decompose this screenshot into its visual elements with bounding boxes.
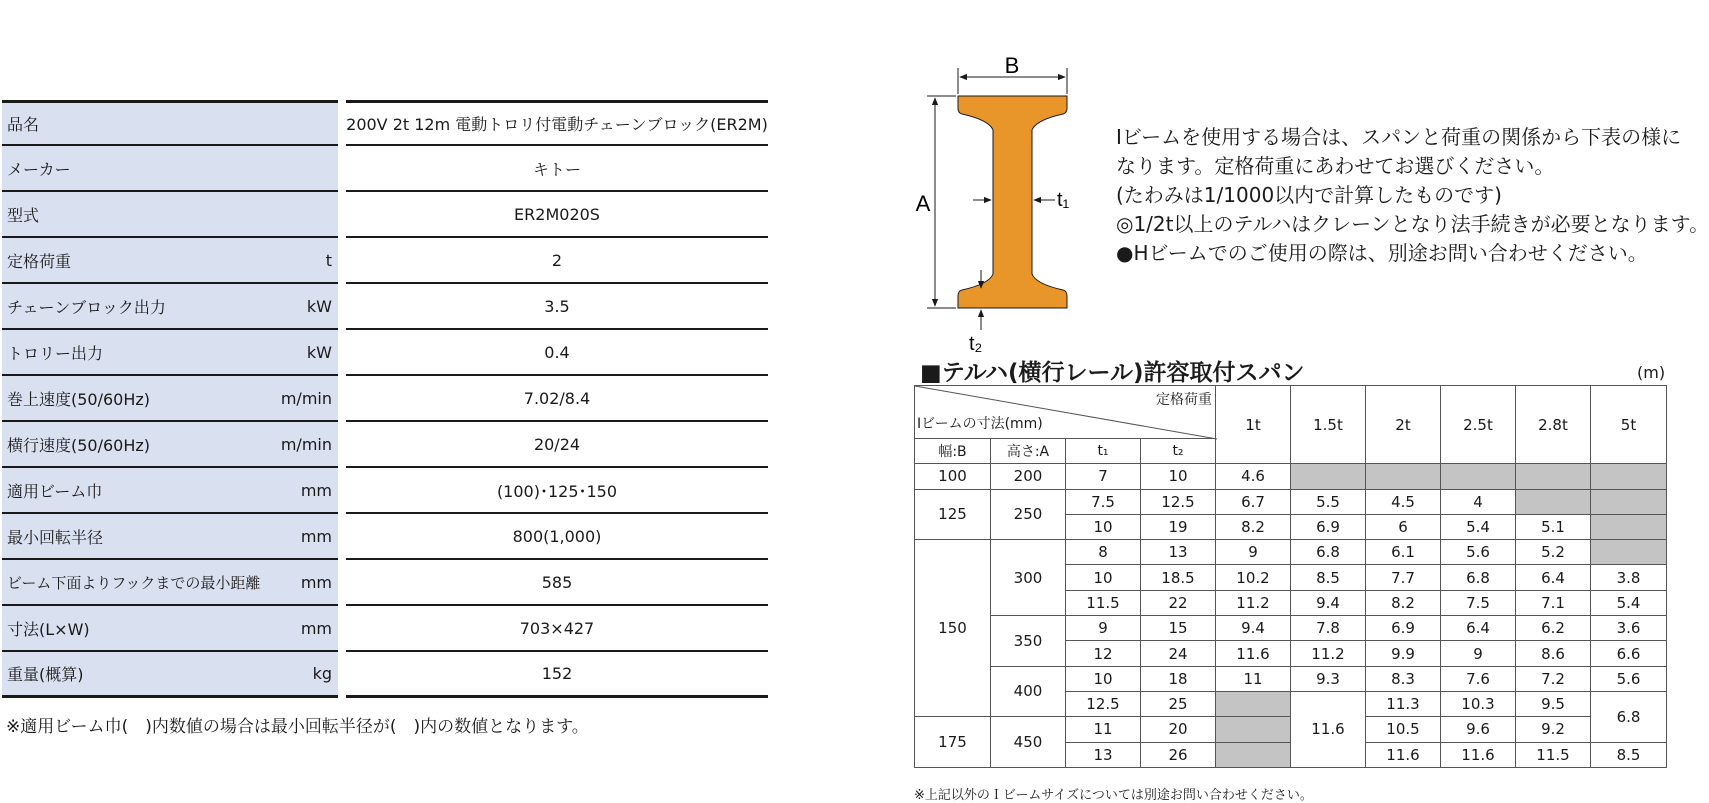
description-line: なります。定格荷重にあわせてお選びください。: [1116, 154, 1555, 178]
cell-height: 400: [991, 666, 1066, 717]
label-t1: t₁: [1057, 189, 1070, 211]
description-line: Iビームを使用する場合は、スパンと荷重の関係から下表の様に: [1116, 125, 1682, 149]
cell-t1: 12.5: [1066, 691, 1141, 716]
spec-value: 152: [346, 652, 768, 698]
cell-t2: 13: [1141, 540, 1216, 565]
spec-row: [2, 192, 768, 238]
table-row: [915, 540, 1667, 565]
spec-row: [2, 468, 768, 514]
spec-row: [2, 606, 768, 652]
spec-row: [2, 560, 768, 606]
spec-note: ※適用ビーム巾( )内数値の場合は最小回転半径が( )内の数値となります。: [6, 717, 589, 737]
spec-value: 7.02/8.4: [346, 376, 768, 422]
spec-value: 20/24: [346, 422, 768, 468]
spec-value: 0.4: [346, 330, 768, 376]
cell-span: 6.2: [1516, 616, 1591, 641]
spec-unit: kW: [306, 342, 332, 362]
span-table-title: ■テルハ(横行レール)許容取付スパン: [920, 360, 1305, 386]
header-rated-load: 定格荷重: [1156, 392, 1212, 408]
cell-span: 7.1: [1516, 590, 1591, 615]
spec-value: 3.5: [346, 284, 768, 330]
cell-na: [1216, 742, 1291, 767]
cell-t2: 10: [1141, 464, 1216, 489]
spec-row: [2, 100, 768, 146]
cell-width: 125: [915, 489, 991, 540]
cell-t1: 11.5: [1066, 590, 1141, 615]
cell-span: 6: [1366, 514, 1441, 539]
spec-label: 最小回転半径: [7, 527, 104, 547]
span-table-note: ※上記以外のＩビームサイズについては別途お問い合わせください。: [914, 788, 1313, 803]
cell-span: 7.6: [1441, 666, 1516, 691]
spec-table: [2, 100, 768, 698]
cell-span: 4: [1441, 489, 1516, 514]
cell-span: 6.8: [1441, 565, 1516, 590]
cell-span: 6.9: [1366, 616, 1441, 641]
cell-t2: 26: [1141, 742, 1216, 767]
cell-na: [1366, 464, 1441, 489]
spec-value: (100)･125･150: [346, 468, 768, 514]
spec-label-cell: [2, 330, 338, 376]
cell-na: [1291, 464, 1366, 489]
spec-value: 2: [346, 238, 768, 284]
cell-span: 8.2: [1216, 514, 1291, 539]
span-table-unit: (m): [1637, 363, 1666, 382]
cell-height: 300: [991, 540, 1066, 616]
cell-span: 7.2: [1516, 666, 1591, 691]
cell-height: 450: [991, 717, 1066, 768]
cell-span: 8.3: [1366, 666, 1441, 691]
cell-t2: 20: [1141, 717, 1216, 742]
spec-label: 適用ビーム巾: [7, 481, 103, 501]
spec-row: [2, 514, 768, 560]
header-beam-dims: Iビームの寸法(mm): [917, 416, 1043, 432]
cell-span: 9.9: [1366, 641, 1441, 666]
cell-span: 9.3: [1291, 666, 1366, 691]
cell-na: [1441, 464, 1516, 489]
cell-na: [1216, 717, 1291, 742]
cell-na: [1591, 540, 1667, 565]
cell-span: 8.2: [1366, 590, 1441, 615]
spec-label-cell: [2, 146, 338, 192]
cell-t2: 18.5: [1141, 565, 1216, 590]
cell-height: 250: [991, 489, 1066, 540]
label-a: A: [915, 191, 931, 216]
spec-label: 横行速度(50/60Hz): [7, 435, 151, 455]
spec-label: チェーンブロック出力: [7, 297, 166, 317]
spec-row: [2, 422, 768, 468]
spec-value: ER2M020S: [346, 192, 768, 238]
table-row: [915, 464, 1667, 489]
spec-row: [2, 238, 768, 284]
cell-span: 11.2: [1291, 641, 1366, 666]
cell-span: 11.6: [1291, 691, 1366, 767]
i-beam-shape: [958, 96, 1067, 308]
cell-span: 9: [1216, 540, 1291, 565]
cell-span: 9.4: [1216, 616, 1291, 641]
cell-span: 11.6: [1441, 742, 1516, 767]
cell-span: 6.4: [1516, 565, 1591, 590]
cell-width: 100: [915, 464, 991, 489]
description-line: ●Hビームでのご使用の際は、別途お問い合わせください。: [1116, 241, 1648, 265]
span-header-row: [915, 386, 1667, 439]
spec-unit: mm: [300, 480, 332, 500]
description-line: (たわみは1/1000以内で計算したものです): [1116, 183, 1502, 207]
cell-t2: 15: [1141, 616, 1216, 641]
cell-span: 3.8: [1591, 565, 1667, 590]
cell-span: 9.6: [1441, 717, 1516, 742]
cell-span: 3.6: [1591, 616, 1667, 641]
cell-span: 8.6: [1516, 641, 1591, 666]
spec-label-cell: [2, 284, 338, 330]
cell-width: 175: [915, 717, 991, 768]
cell-span: 7.8: [1291, 616, 1366, 641]
label-t2: t₂: [969, 333, 983, 355]
spec-label-cell: [2, 376, 338, 422]
spec-label: 巻上速度(50/60Hz): [7, 389, 151, 409]
cell-na: [1516, 489, 1591, 514]
cell-span: 4.6: [1216, 464, 1291, 489]
cell-span: 6.4: [1441, 616, 1516, 641]
cell-t1: 8: [1066, 540, 1141, 565]
spec-value: 585: [346, 560, 768, 606]
col-height-header: 高さ:A: [991, 439, 1066, 464]
cell-span: 6.6: [1591, 641, 1667, 666]
cell-span: 6.7: [1216, 489, 1291, 514]
load-header: 1t: [1216, 386, 1291, 464]
spec-label: 型式: [7, 205, 40, 225]
col-t2-header: t₂: [1141, 439, 1216, 464]
cell-t1: 13: [1066, 742, 1141, 767]
cell-t1: 7: [1066, 464, 1141, 489]
spec-unit: kW: [306, 296, 332, 316]
spec-row: [2, 284, 768, 330]
cell-width: 150: [915, 540, 991, 717]
cell-t2: 22: [1141, 590, 1216, 615]
spec-row: [2, 146, 768, 192]
cell-t1: 12: [1066, 641, 1141, 666]
spec-unit: mm: [300, 618, 332, 638]
cell-span: 9.2: [1516, 717, 1591, 742]
cell-span: 10.2: [1216, 565, 1291, 590]
cell-span: 5.2: [1516, 540, 1591, 565]
cell-na: [1591, 489, 1667, 514]
col-width-header: 幅:B: [915, 439, 991, 464]
table-row: [915, 489, 1667, 514]
spec-unit: mm: [300, 526, 332, 546]
spec-label: 品名: [7, 115, 40, 134]
cell-span: 11.3: [1366, 691, 1441, 716]
load-header: 2.5t: [1441, 386, 1516, 464]
cell-height: 200: [991, 464, 1066, 489]
load-header: 5t: [1591, 386, 1667, 464]
i-beam-diagram: [905, 50, 1105, 355]
spec-label: メーカー: [7, 159, 71, 179]
cell-span: 8.5: [1291, 565, 1366, 590]
spec-label-cell: [2, 192, 338, 238]
label-b: B: [1004, 53, 1020, 78]
cell-span: 5.5: [1291, 489, 1366, 514]
spec-label-cell: [2, 468, 338, 514]
cell-span: 9: [1441, 641, 1516, 666]
cell-span: 6.9: [1291, 514, 1366, 539]
spec-label-cell: [2, 652, 338, 698]
cell-span: 8.5: [1591, 742, 1667, 767]
span-table: [914, 385, 1667, 768]
cell-span: 4.5: [1366, 489, 1441, 514]
spec-unit: m/min: [280, 388, 332, 408]
description-line: ◎1/2t以上のテルハはクレーンとなり法手続きが必要となります。: [1116, 212, 1709, 236]
cell-span: 10.5: [1366, 717, 1441, 742]
cell-t2: 25: [1141, 691, 1216, 716]
cell-span: 10.3: [1441, 691, 1516, 716]
spec-value: 800(1,000): [346, 514, 768, 560]
cell-span: 9.5: [1516, 691, 1591, 716]
spec-value: キトー: [346, 146, 768, 192]
cell-span: 9.4: [1291, 590, 1366, 615]
spec-label-cell: [2, 100, 338, 146]
cell-na: [1591, 514, 1667, 539]
table-row: [915, 666, 1667, 691]
cell-t2: 19: [1141, 514, 1216, 539]
cell-span: 7.7: [1366, 565, 1441, 590]
cell-na: [1216, 691, 1291, 716]
cell-na: [1591, 464, 1667, 489]
load-header: 2t: [1366, 386, 1441, 464]
cell-span: 11.2: [1216, 590, 1291, 615]
cell-span: 5.1: [1516, 514, 1591, 539]
cell-na: [1516, 464, 1591, 489]
cell-span: 5.6: [1591, 666, 1667, 691]
spec-label-cell: [2, 238, 338, 284]
cell-span: 5.4: [1591, 590, 1667, 615]
spec-unit: mm: [300, 572, 332, 592]
cell-t1: 11: [1066, 717, 1141, 742]
spec-value: 200V 2t 12m 電動トロリ付電動チェーンブロック(ER2M): [346, 100, 768, 146]
table-row: [915, 616, 1667, 641]
spec-unit: t: [325, 250, 332, 270]
cell-t1: 10: [1066, 565, 1141, 590]
spec-row: [2, 330, 768, 376]
spec-label: トロリー出力: [7, 343, 104, 363]
spec-label-cell: [2, 560, 338, 606]
span-header-diagonal: [915, 386, 1216, 439]
cell-span: 11.5: [1516, 742, 1591, 767]
cell-span: 5.6: [1441, 540, 1516, 565]
cell-t1: 7.5: [1066, 489, 1141, 514]
spec-label-cell: [2, 606, 338, 652]
cell-t1: 10: [1066, 666, 1141, 691]
cell-height: 350: [991, 616, 1066, 667]
cell-span: 6.1: [1366, 540, 1441, 565]
cell-t2: 24: [1141, 641, 1216, 666]
spec-unit: m/min: [280, 434, 332, 454]
cell-span: 5.4: [1441, 514, 1516, 539]
spec-row: [2, 652, 768, 698]
spec-row: [2, 376, 768, 422]
cell-t1: 9: [1066, 616, 1141, 641]
spec-label: ビーム下面よりフックまでの最小距離: [7, 573, 261, 592]
load-header: 2.8t: [1516, 386, 1591, 464]
cell-t2: 12.5: [1141, 489, 1216, 514]
cell-span: 6.8: [1591, 691, 1667, 742]
spec-value: 703×427: [346, 606, 768, 652]
spec-unit: kg: [312, 664, 332, 683]
cell-span: 11.6: [1216, 641, 1291, 666]
cell-t1: 10: [1066, 514, 1141, 539]
description: [1116, 123, 1709, 268]
spec-label: 定格荷重: [7, 251, 72, 271]
load-header: 1.5t: [1291, 386, 1366, 464]
col-t1-header: t₁: [1066, 439, 1141, 464]
spec-label-cell: [2, 422, 338, 468]
cell-span: 7.5: [1441, 590, 1516, 615]
cell-span: 6.8: [1291, 540, 1366, 565]
cell-t2: 18: [1141, 666, 1216, 691]
cell-span: 11.6: [1366, 742, 1441, 767]
spec-label-cell: [2, 514, 338, 560]
spec-label: 重量(概算): [7, 665, 84, 684]
cell-span: 11: [1216, 666, 1291, 691]
spec-label: 寸法(L×W): [7, 619, 90, 639]
